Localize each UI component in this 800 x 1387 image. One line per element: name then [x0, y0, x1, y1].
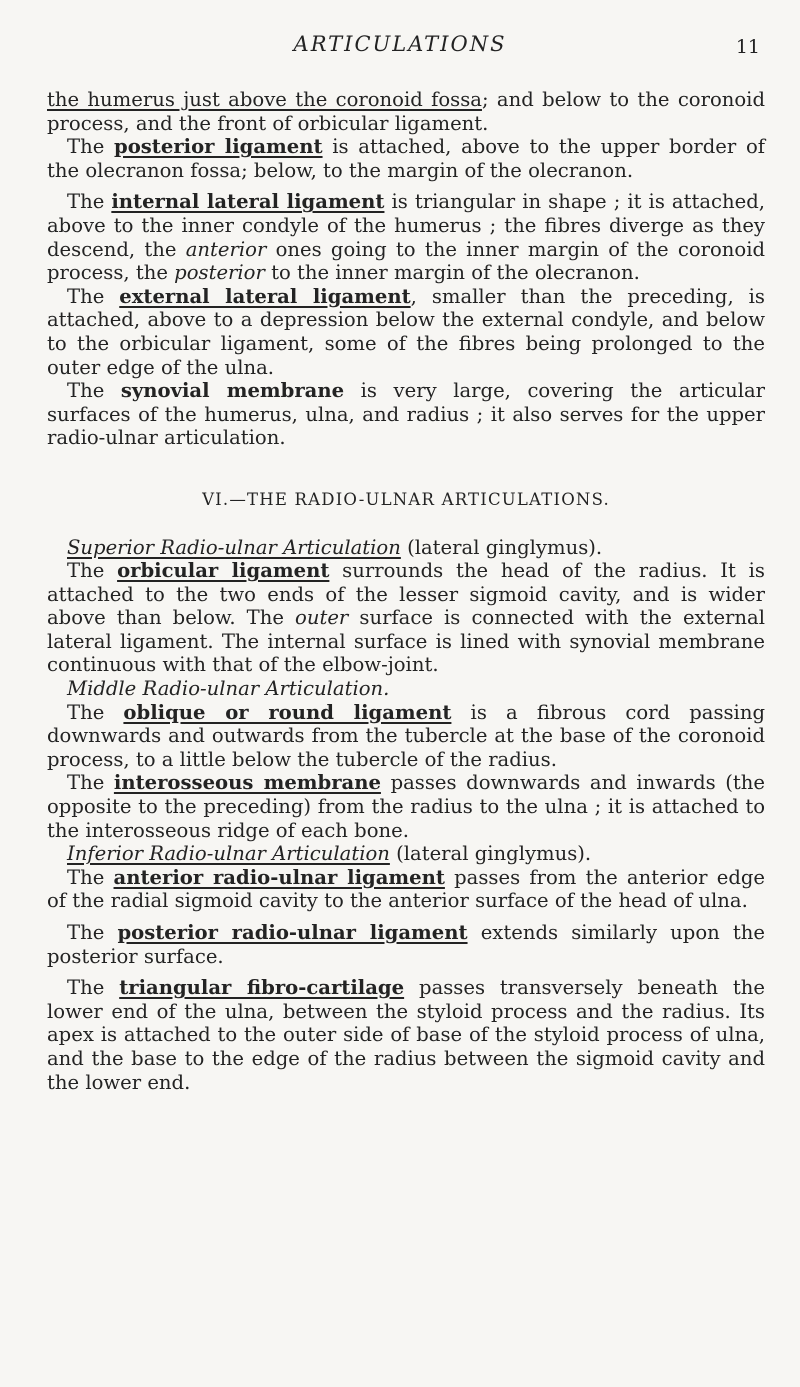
paragraph-synovial-membrane: The synovial membrane is very large, covering the articular surfaces of the humerus, ulna, and radius ; it also serves for the upper radio-ulnar articulation. [47, 379, 766, 450]
paragraph-text: ; and below to the coronoid process, and the front of orbicular ligament. [47, 88, 765, 135]
page-body [47, 88, 765, 1094]
paragraph-triangular-fibro-cartilage: The triangular fibro-cartilage passes transversely beneath the lower end of the ulna, between the styloid process and the radius. Its apex is attached to the outer side of base of the styloid process of ulna, and the base to the edge of the radius between the sigmoid cavity and the lower end. [47, 976, 765, 1094]
term-posterior-radio-ulnar-ligament: posterior radio-ulnar ligament [117, 921, 468, 944]
subheading-inferior: Inferior Radio-ulnar Articulation (lateral ginglymus). [67, 842, 592, 866]
heading-inferior-radio-ulnar: Inferior Radio-ulnar Articulation [67, 842, 390, 866]
paragraph-posterior-ligament: The posterior ligament is attached, above to the upper border of the olecranon fossa; below, to the margin of the olecranon. [47, 135, 766, 182]
heading-superior-radio-ulnar: Superior Radio-ulnar Articulation [67, 535, 401, 559]
term-synovial-membrane: synovial membrane [120, 379, 345, 403]
term-triangular-fibro-cartilage: triangular fibro-cartilage [119, 976, 405, 1000]
term-orbicular-ligament: orbicular ligament [117, 559, 330, 583]
paragraph-interosseous-membrane: The interosseous membrane passes downwards and inwards (the opposite to the preceding) from the radius to the ulna ; it is attached to the interosseous ridge of each bone. [47, 771, 766, 842]
heading-middle-radio-ulnar: Middle Radio-ulnar Articulation. [67, 677, 390, 701]
term-oblique-ligament: oblique or round ligament [123, 700, 452, 724]
running-header [0, 30, 800, 70]
paragraph-oblique-ligament: The oblique or round ligament is a fibrous cord passing downwards and outwards from the tubercle at the base of the coronoid process, to a little below the tubercle of the radius. [47, 700, 765, 771]
paragraph-orbicular-ligament: The orbicular ligament surrounds the head of the radius. It is attached to the two ends of the lesser sigmoid cavity, and is wider above than below. The outer surface is connected with the external lateral ligament. The internal surface is lined with synovial membrane continuous with that of the elbow-joint. [47, 559, 765, 677]
paragraph-internal-lateral-ligament: The internal lateral ligament is triangular in shape ; it is attached, above to the inner condyle of the humerus ; the fibres diverge as they descend, the anterior ones going to the inner margin of the coronoid process, the posterior to the inner margin of the olecranon. [47, 190, 766, 285]
emphasis-anterior: anterior [185, 237, 267, 261]
paragraph-anterior-radio-ulnar: The anterior radio-ulnar ligament passes from the anterior edge of the radial sigmoid cavity to the anterior surface of the head of ulna. [47, 865, 765, 913]
paragraph-external-lateral-ligament: The external lateral ligament, smaller than the preceding, is attached, above to a depression below the external condyle, and below to the orbicular ligament, some of the fibres being prolonged to the outer edge of the ulna. [47, 284, 765, 379]
underlined-text: the humerus just above the coronoid fossa [47, 88, 482, 111]
term-interosseous-membrane: interosseous membrane [113, 771, 381, 795]
paragraph-elbow-continuation [47, 88, 765, 135]
term-internal-lateral-ligament: internal lateral ligament [111, 190, 385, 214]
emphasis-posterior: posterior [174, 261, 265, 285]
term-posterior-ligament: posterior ligament [114, 135, 323, 159]
running-title: ARTICULATIONS [293, 32, 507, 56]
paragraph-posterior-radio-ulnar: The posterior radio-ulnar ligament extends similarly upon the posterior surface. [47, 921, 766, 968]
term-external-lateral-ligament: external lateral ligament [119, 284, 411, 308]
term-anterior-radio-ulnar-ligament: anterior radio-ulnar ligament [113, 865, 445, 889]
page-number: 11 [735, 36, 760, 58]
subheading-middle [47, 677, 765, 701]
emphasis-outer: outer [295, 606, 349, 630]
section-title: VI.—THE RADIO-ULNAR ARTICULATIONS. [202, 489, 610, 509]
subheading-superior: Superior Radio-ulnar Articulation (lateral ginglymus). [67, 535, 603, 559]
